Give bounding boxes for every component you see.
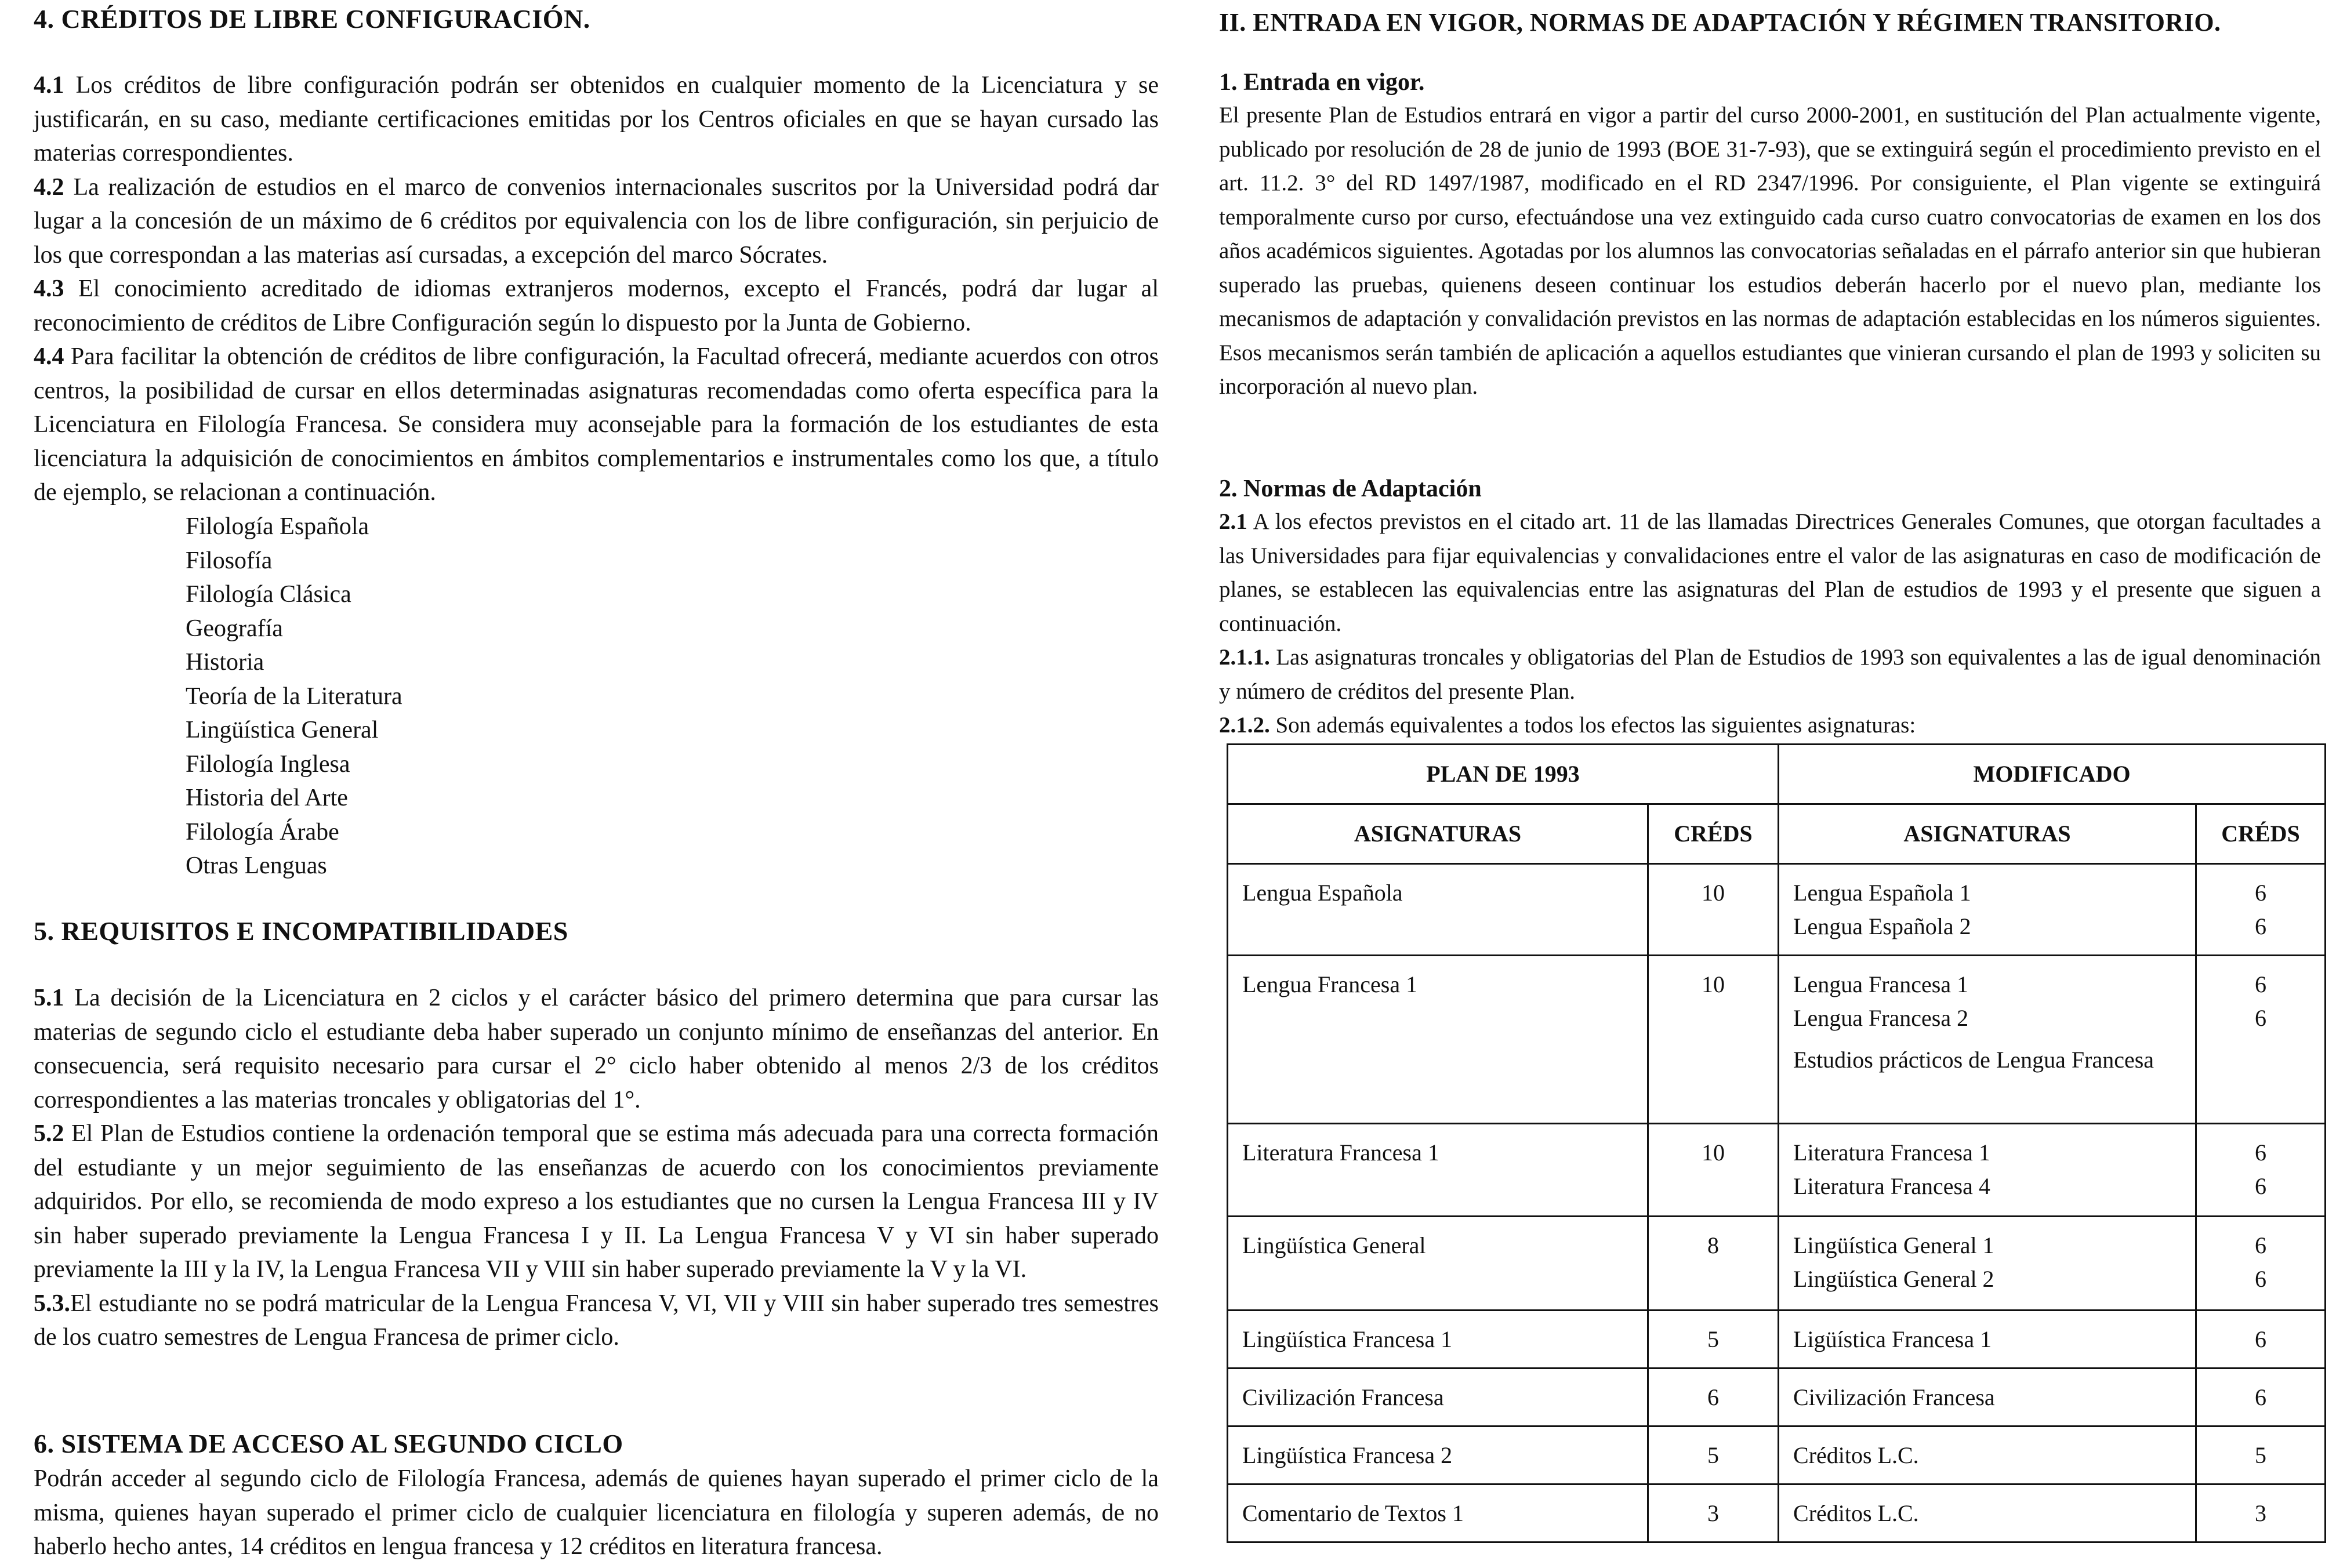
- paragraph-5-1: 5.1 La decisión de la Licenciatura en 2 ciclos y el carácter básico del primero determina que para cursar las materias de segundo ciclo el estudiante deba haber superado un conjunto mínimo de enseñanzas del anterior. En consecuencia, será requisito necesario para cursar el 2° ciclo haber obtenido al menos 2/3 de los créditos correspondientes a las materias troncales y obligatorias del 1°.: [34, 985, 1159, 1113]
- normas-adaptacion-title: 2. Normas de Adaptación: [1219, 476, 1482, 502]
- paragraph-5-2: 5.2 El Plan de Estudios contiene la ordenación temporal que se estima más adecuada para una correcta formación del estudiante y un mejor seguimiento de las enseñanzas de acuerdo con los conocimientos previamente adquiridos. Por ello, se recomienda de modo expreso a los estudiantes que no cursen la Lengua Francesa III y IV sin haber superado previamente la Lengua Francesa I y II. La Lengua Francesa V y VI sin haber superado previamente la III y la IV, la Lengua Francesa VII y VIII sin haber superado previamente la V y la VI.: [34, 1120, 1159, 1283]
- list-item: Filología Española: [186, 513, 369, 540]
- column-header-creds-old: CRÉDS: [1648, 804, 1779, 864]
- list-item: Filología Clásica: [186, 581, 351, 608]
- table-row: Lingüística Francesa 1 5 Ligüística Francesa 1 6: [1228, 1311, 2326, 1369]
- section-ii-title: II. ENTRADA EN VIGOR, NORMAS DE ADAPTACIÓN Y RÉGIMEN TRANSITORIO.: [1219, 8, 2221, 37]
- table-row: Lengua Española 10 Lengua Española 1 Lengua Española 2 6 6: [1228, 864, 2326, 956]
- list-item: Lingüística General: [186, 717, 379, 743]
- list-item: Otras Lenguas: [186, 852, 327, 879]
- section-5-body: [34, 981, 1159, 1355]
- table-row: Literatura Francesa 1 10 Literatura Francesa 1 Literatura Francesa 4 6 6: [1228, 1124, 2326, 1217]
- entrada-en-vigor-body: El presente Plan de Estudios entrará en vigor a partir del curso 2000-2001, en sustitución del Plan actualmente vigente, publicado por resolución de 28 de junio de 1993 (BOE 31-7-93), que se extinguirá según el procedimiento previsto en el art. 11.2. 3° del RD 1497/1987, modificado en el RD 2347/1996. Por consiguiente, el Plan vigente se extinguirá temporalmente curso por curso, efectuándose una vez extinguido cada curso cuatro convocatorias de examen en los dos años académicos siguientes. Agotadas por los alumnos las convocatorias señaladas en el párrafo anterior sin que hubieran superado las pruebas, quienens deseen continuar los estudios deberán hacerlo por el nuevo plan, mediante los mecanismos de adaptación y convalidación previstos en las normas de adaptación establecidas en los números siguientes. Esos mecanismos serán también de aplicación a aquellos estudiantes que vinieran cursando el plan de 1993 y soliciten su incorporación al nuevo plan.: [1219, 103, 2321, 399]
- paragraph-4-3: 4.3 El conocimiento acreditado de idiomas extranjeros modernos, excepto el Francés, podrá dar lugar al reconocimiento de créditos de Libre Configuración según lo dispuesto por la Junta de Gobierno.: [34, 275, 1159, 336]
- table-row: Lengua Francesa 1 10 Lengua Francesa 1 Lengua Francesa 2 Estudios prácticos de Lengua Francesa 6 6: [1228, 956, 2326, 1124]
- section-6-title: 6. SISTEMA DE ACCESO AL SEGUNDO CICLO: [34, 1429, 623, 1458]
- table-row: Lingüística General 8 Lingüística General 1 Lingüística General 2 6 6: [1228, 1217, 2326, 1311]
- paragraph-4-4: 4.4 Para facilitar la obtención de créditos de libre configuración, la Facultad ofrecerá, mediante acuerdos con otros centros, la posibilidad de cursar en ellos determinadas asignaturas recomendadas como oferta específica para la Licenciatura en Filología Francesa. Se considera muy aconsejable para la formación de los estudiantes de esta licenciatura la adquisición de conocimientos en ámbitos complementarios e instrumentales como los que, a título de ejemplo, se relacionan a continuación.: [34, 343, 1159, 506]
- column-header-asignaturas-old: ASIGNATURAS: [1228, 804, 1648, 864]
- table-row: Comentario de Textos 1 3 Créditos L.C. 3: [1228, 1484, 2326, 1542]
- paragraph-2-1-2: 2.1.2. Son además equivalentes a todos los efectos las siguientes asignaturas:: [1219, 713, 1916, 738]
- list-item: Geografía: [186, 615, 283, 642]
- table-row: Lingüística Francesa 2 5 Créditos L.C. 5: [1228, 1427, 2326, 1484]
- list-item: Teoría de la Literatura: [186, 683, 402, 710]
- paragraph-5-3: 5.3.El estudiante no se podrá matricular de la Lengua Francesa V, VI, VII y VIII sin haber superado tres semestres de los cuatro semestres de Lengua Francesa de primer ciclo.: [34, 1290, 1159, 1351]
- paragraph-2-1: 2.1 A los efectos previstos en el citado art. 11 de las llamadas Directrices Generales Comunes, que otorgan facultades a las Universidades para fijar equivalencias y convalidaciones entre el valor de las asignaturas en caso de modificación de planes, se establecen las equivalencias entre las asignaturas del Plan de estudios de 1993 y el presente que siguen a continuación.: [1219, 509, 2321, 636]
- list-item: Filología Inglesa: [186, 750, 350, 778]
- list-item: Filología Árabe: [186, 818, 339, 845]
- paragraph-4-2: 4.2 La realización de estudios en el marco de convenios internacionales suscritos por la Universidad podrá dar lugar a la concesión de un máximo de 6 créditos por equivalencia con los de libre configuración, sin perjuicio de los que correspondan a las materias así cursadas, a excepción del marco Sócrates.: [34, 173, 1159, 268]
- group-header-plan-1993: PLAN DE 1993: [1228, 745, 1779, 804]
- section-4-body: [34, 68, 1159, 510]
- list-item: Historia: [186, 649, 264, 676]
- paragraph-2-1-1: 2.1.1. Las asignaturas troncales y obligatorias del Plan de Estudios de 1993 son equivalentes a las de igual denominación y número de créditos del presente Plan.: [1219, 645, 2322, 704]
- entrada-en-vigor-title: 1. Entrada en vigor.: [1219, 69, 1425, 96]
- recommended-subjects-list: [186, 510, 402, 883]
- section-4-title: 4. CRÉDITOS DE LIBRE CONFIGURACIÓN.: [34, 4, 590, 34]
- column-header-creds-new: CRÉDS: [2196, 804, 2326, 864]
- table-group-header-row: [1228, 745, 2326, 804]
- list-item: Historia del Arte: [186, 785, 348, 811]
- section-6-body: Podrán acceder al segundo ciclo de Filología Francesa, además de quienes hayan superado el primer ciclo de la misma, quienes hayan superado el primer ciclo de cualquier licenciatura en filología y superen además, de no haberlo hecho antes, 14 créditos en lengua francesa y 12 créditos en literatura francesa.: [34, 1465, 1159, 1560]
- equivalence-table: [1227, 743, 2326, 1543]
- list-item: Filosofía: [186, 547, 273, 574]
- table-column-header-row: [1228, 804, 2326, 864]
- section-5-title: 5. REQUISITOS E INCOMPATIBILIDADES: [34, 916, 568, 946]
- table-row: Civilización Francesa 6 Civilización Francesa 6: [1228, 1369, 2326, 1427]
- column-header-asignaturas-new: ASIGNATURAS: [1779, 804, 2196, 864]
- paragraph-4-1: 4.1 Los créditos de libre configuración podrán ser obtenidos en cualquier momento de la Licenciatura y se justificarán, en su caso, mediante certificaciones emitidas por los Centros oficiales en que se hayan cursado las materias correspondientes.: [34, 72, 1159, 166]
- group-header-modificado: MODIFICADO: [1779, 745, 2326, 804]
- normas-adaptacion-body: [1219, 505, 2321, 743]
